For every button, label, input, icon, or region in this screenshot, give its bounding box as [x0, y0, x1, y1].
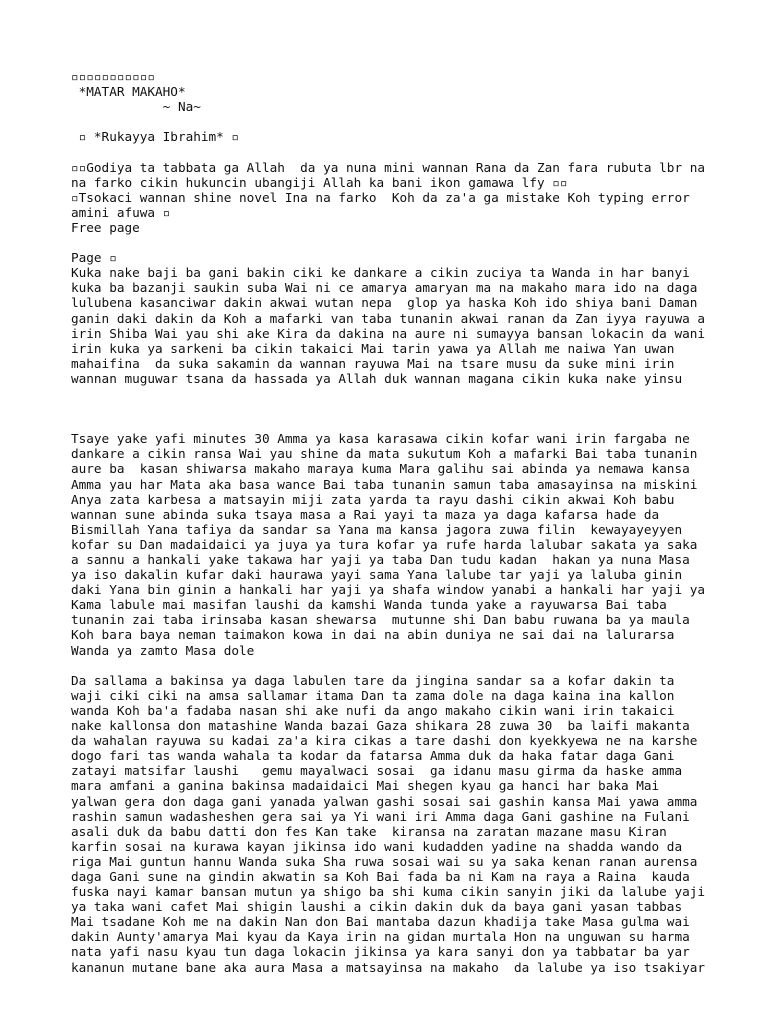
- text-line: mara amfani a ganina bakinsa madaidaici Mai shegen kyau ga hanci har baka Mai: [71, 778, 660, 794]
- text-line: lulubena kasanciwar dakin akwai wutan nepa glop ya haska Koh ido shiya bani Daman: [71, 295, 698, 311]
- text-line: ▫ *Rukayya Ibrahim* ▫: [71, 129, 240, 145]
- text-line: Bismillah Yana tafiya da sandar sa Yana ma kansa jagora zuwa filin kewayayeyyen: [71, 521, 683, 537]
- text-line: nata yafi nasu kyau tun daga lokacin jikinsa ya kara sanyi don ya tabbatar ba yar: [71, 944, 690, 960]
- text-line: fuska nayi kamar bansan mutun ya shigo ba shi kuma cikin sanyin jiki da lalube yaji: [71, 884, 705, 900]
- text-line: asali duk da babu datti don fes Kan take kiransa na zaratan mazane masu Kiran: [71, 823, 667, 839]
- text-line: dogo fari tas wanda wahala ta kodar da fatarsa Amma duk da haka fatar daga Gani: [71, 748, 675, 764]
- text-line: kuka ba bazanji saukin suba Wai ni ce amarya amaryan ma na makaho mara ido na daga: [71, 280, 698, 296]
- text-line: ▫▫▫▫▫▫▫▫▫▫▫: [71, 69, 156, 84]
- text-line: ya taka wani cafet Mai shigin laushi a cikin dakin duk da baya gani yasan tabbas: [71, 899, 683, 915]
- text-line: [71, 235, 711, 250]
- text-line: kananun mutane bane aka aura Masa a matsayinsa na makaho da lalube ya iso tsakiyar: [71, 959, 705, 975]
- text-line: na farko cikin hukuncin ubangiji Allah ka bani ikon gamawa lfy ▫▫: [71, 174, 568, 190]
- text-line: zatayi matsifar laushi gemu mayalwaci sosai ga idanu masu girma da haske amma: [71, 763, 683, 779]
- text-line: karfin sosai na kurawa kayan jikinsa ido wani kudadden yadine na shadda wando da: [71, 838, 683, 854]
- text-line: irin Shiba Wai yau shi ake Kira da dakina na aure ni sumayya bansan lokacin da wani: [71, 325, 705, 341]
- text-line: Kuka nake baji ba gani bakin ciki ke dankare a cikin zuciya ta Wanda in har banyi: [71, 265, 690, 281]
- text-line: kofar su Dan madaidaici ya juya ya tura kofar ya rufe harda lalubar sakata ya saka: [71, 536, 698, 552]
- text-line: nake kallonsa don matashine Wanda bazai Gaza shikara 28 zuwa 30 ba laifi makanta: [71, 718, 690, 734]
- text-line: ya iso dakalin kufar daki haurawa yayi sama Yana lalube tar yaji ya laluba ginin: [71, 567, 683, 583]
- text-line: a sannu a hankali yake takawa har yaji ya taba Dan tudu kadan hakan ya nuna Masa: [71, 552, 690, 567]
- text-line: irin kuka ya sarkeni ba cikin takaici Mai tarin yawa ya Allah me naiwa Yan uwan: [71, 340, 675, 356]
- text-line: daki Yana bin ginin a hankali har yaji ya shafa window yanabi a hankali har yaji ya: [71, 582, 705, 598]
- text-line: Wanda ya zamto Masa dole: [71, 642, 255, 658]
- text-line: waji ciki ciki na amsa sallamar itama Dan ta zama dole na daga kaina ina kallon: [71, 687, 675, 703]
- text-line: riga Mai guntun hannu Wanda suka Sha ruwa sosai wai su ya saka kenan ranan aurensa: [71, 853, 698, 869]
- text-line: wannan muguwar tsana da hassada ya Allah duk wannan magana cikin kuka nake yinsu: [71, 370, 683, 386]
- text-line: yalwan gera don daga gani yanada yalwan gashi sosai sai gashin kansa Mai yawa amma: [71, 793, 698, 809]
- text-line: Amma yau har Mata aka basa wance Bai taba tunanin samun taba amasayinsa na miskini: [71, 476, 698, 492]
- text-line: [71, 416, 711, 431]
- text-line: ▫Tsokaci wannan shine novel Ina na farko Koh da za'a ga mistake Koh typing error: [71, 189, 690, 205]
- text-line: [71, 144, 711, 159]
- text-line: Koh bara baya neman taimakon kowa in dai na abin duniya ne sai dai na lalurarsa: [71, 627, 675, 643]
- text-line: [71, 658, 711, 673]
- text-line: tunanin zai taba irinsaba kasan shewarsa mutunne shi Dan babu ruwana ba ya maula: [71, 612, 690, 628]
- text-line: [71, 401, 711, 416]
- text-line: [71, 114, 711, 129]
- document-body-text: [71, 69, 711, 975]
- text-line: Free page: [71, 219, 140, 235]
- text-line: dakin Aunty'amarya Mai kyau da Kaya irin na gidan murtala Hon na unguwan su harma: [71, 929, 690, 945]
- text-line: mahaifina da suka sakamin da wannan rayuwa Mai na tsare musu da suke mini irin: [71, 355, 675, 371]
- text-line: daga Gani sune na gindin akwatin sa Koh Bai fada ba ni Kam na raya a Raina kauda: [71, 868, 690, 884]
- text-line: dankare a cikin ransa Wai yau shine da mata sukutum Koh a mafarki Bai taba tunanin: [71, 446, 698, 462]
- text-line: ganin daki dakin da Koh a mafarki van taba tunanin akwai ranan da Zan iyya rayuwa a: [71, 310, 705, 326]
- text-line: rashin samun wadasheshen gera sai ya Yi wani iri Amma daga Gani gashine na Fulani: [71, 808, 690, 824]
- text-line: amini afuwa ▫: [71, 204, 171, 220]
- text-line: [71, 386, 711, 401]
- text-line: ~ Na~: [71, 99, 201, 115]
- text-line: Mai tsadane Koh me na dakin Nan don Bai mantaba dazun khadija take Masa gulma wai: [71, 914, 690, 930]
- text-line: Page ▫: [71, 250, 117, 266]
- text-line: wanda Koh ba'a fadaba nasan shi ake nufi da ango makaho cikin wani irin takaici: [71, 702, 675, 718]
- text-line: Kama labule mai masifan laushi da kamshi Wanda tunda yake a rayuwarsa Bai taba: [71, 597, 667, 613]
- text-line: Anya zata karbesa a matsayin miji zata yarda ta rayu dashi cikin akwai Koh babu: [71, 491, 675, 507]
- text-line: da wahalan rayuwa su kadai za'a kira cikas a tare dashi don kyekkyewa ne na karshe: [71, 733, 698, 749]
- text-line: aure ba kasan shiwarsa makaho maraya kuma Mara galihu sai abinda ya nemawa kansa: [71, 461, 690, 477]
- text-line: wannan sune abinda suka tsaya masa a Rai yayi ta maza ya daga kafarsa hade da: [71, 506, 660, 522]
- text-line: Tsaye yake yafi minutes 30 Amma ya kasa karasawa cikin kofar wani irin fargaba ne: [71, 431, 690, 447]
- text-line: *MATAR MAKAHO*: [71, 84, 186, 100]
- text-line: ▫▫Godiya ta tabbata ga Allah da ya nuna mini wannan Rana da Zan fara rubuta lbr na: [71, 159, 705, 175]
- text-line: Da sallama a bakinsa ya daga labulen tare da jingina sandar sa a kofar dakin ta: [71, 672, 675, 688]
